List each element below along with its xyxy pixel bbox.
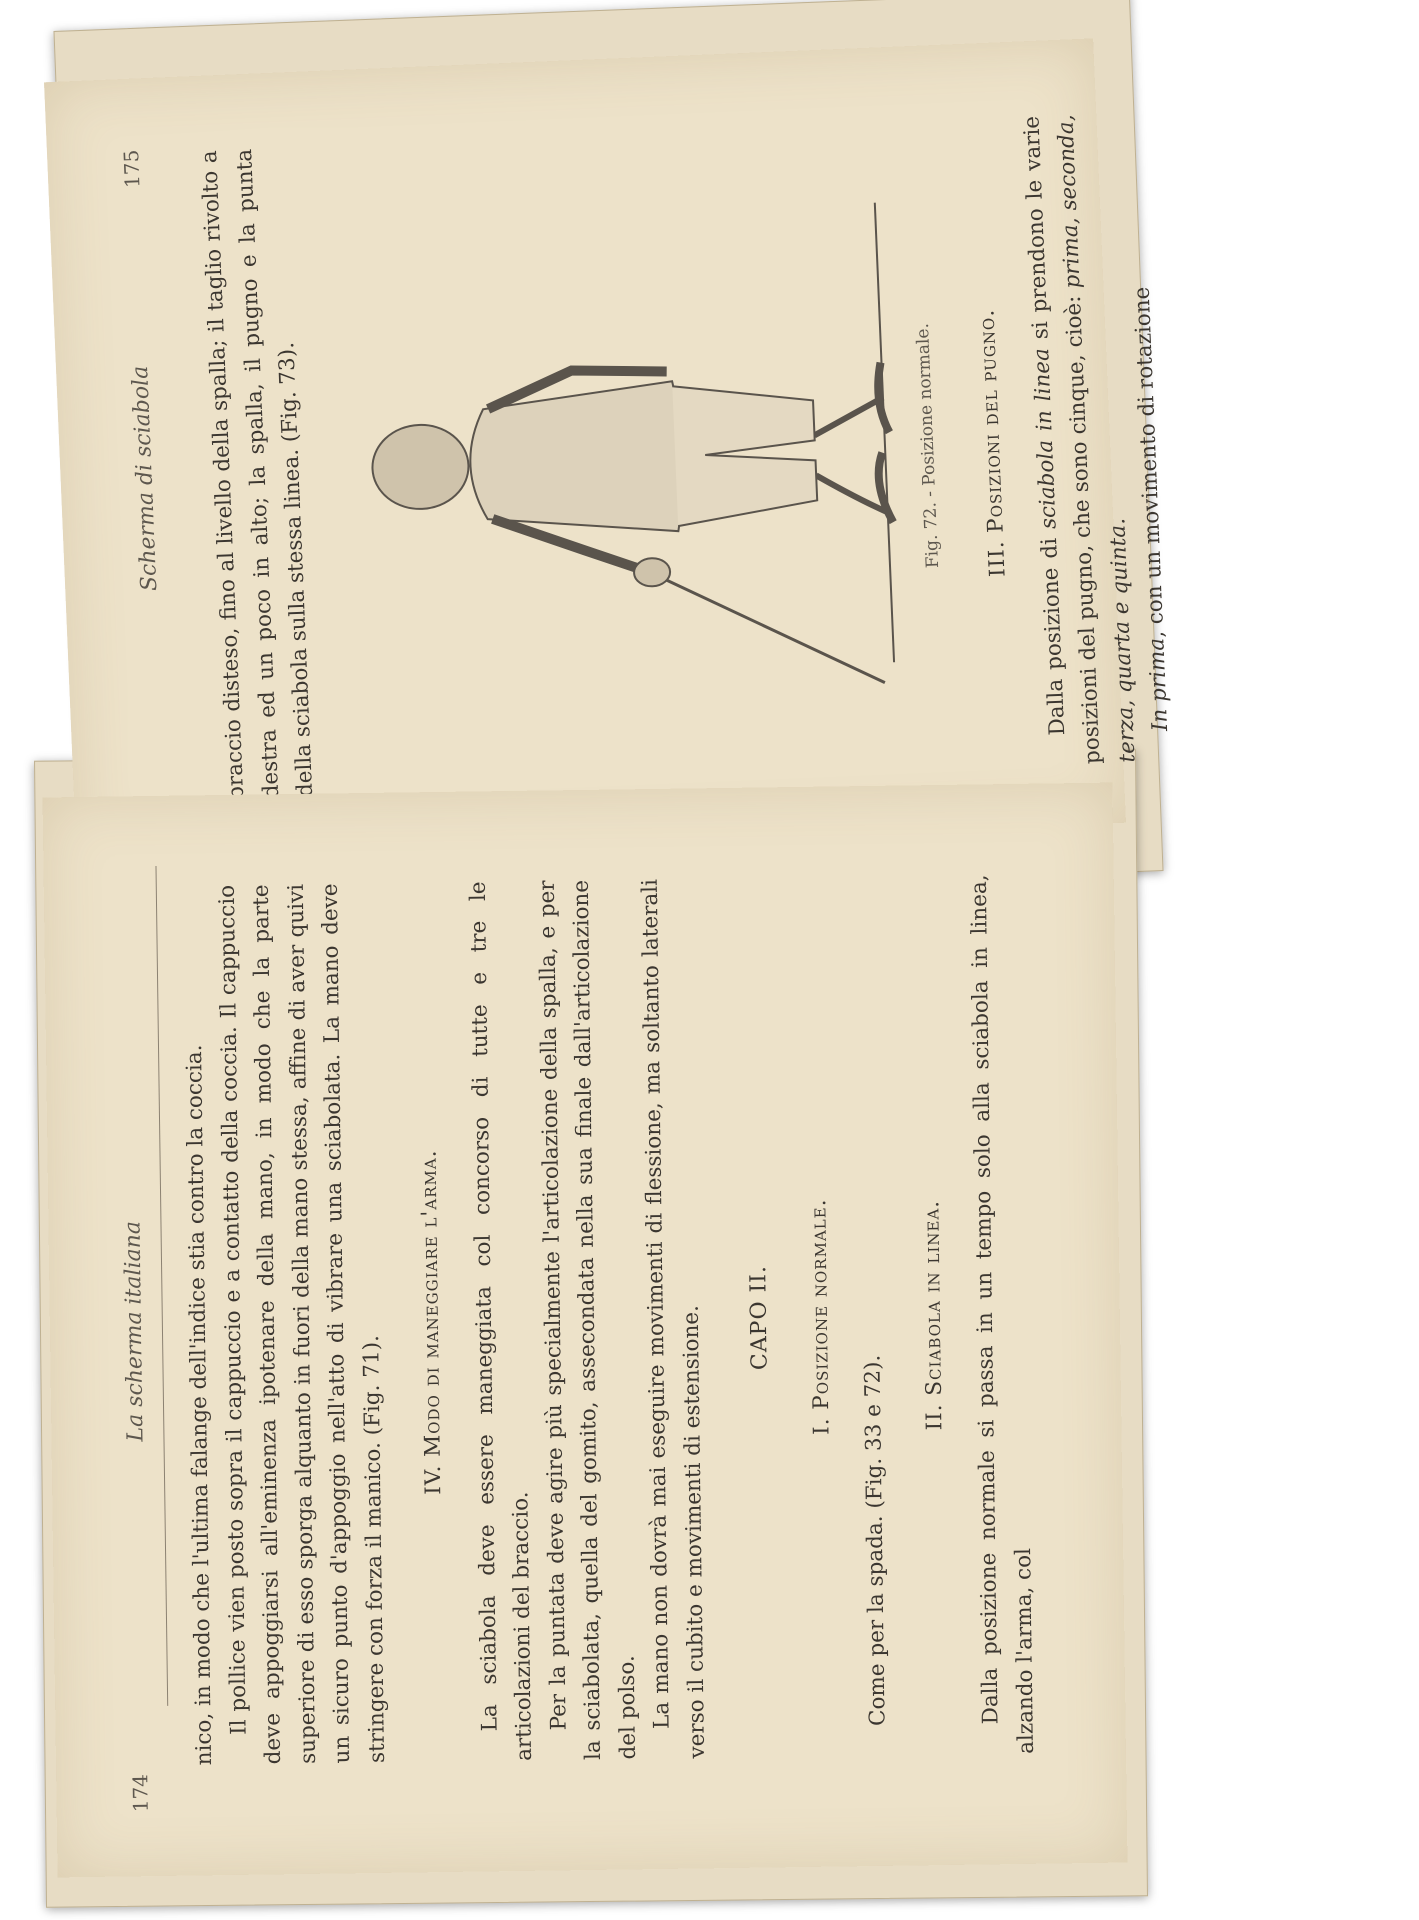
page-number: 174	[128, 1773, 153, 1813]
section-heading: III. Posizioni del pugno.	[974, 308, 1011, 578]
figure-caption: Fig. 72. - Posizione normale.	[912, 322, 944, 569]
section-heading: II. Sciabola in linea.	[918, 1199, 947, 1431]
paragraph: La mano non dovrà mai eseguire movimenti di flessione, ma soltanto laterali verso il cubito e movimenti di estensione.	[637, 878, 710, 1759]
running-head	[117, 143, 185, 814]
paragraph: Il pollice vien posto sopra il cappuccio e a contatto della coccia. Il cappuccio deve appoggiarsi all'eminenza ipotenare della mano, in modo che la parte superiore di esso sporga alquanto in fuori della mano stessa, affine di aver quivi un sicuro punto d'appoggio nell'atto di vibrare una sciabolata. La mano deve stringere con forza il manico. (Fig. 71).	[214, 883, 390, 1765]
page-175-body	[193, 147, 324, 801]
section-heading: I. Posizione normale.	[805, 1198, 834, 1436]
paragraph: nico, in modo che l'ultima falange dell'indice stia contro la coccia.	[181, 1044, 218, 1766]
section-heading: IV. Modo di maneggiare l'arma.	[416, 1149, 447, 1495]
running-head	[113, 836, 167, 1826]
running-head-title: La scherma italiana	[120, 1220, 149, 1442]
paragraph: La sciabola deve essere maneggiata col concorso di tutte e tre le articolazioni del braccio.	[465, 881, 538, 1762]
page-number: 175	[118, 149, 145, 189]
chapter-heading: CAPO II.	[746, 1264, 773, 1371]
paragraph: Come per la spada. (Fig. 33 e 72).	[860, 1354, 891, 1727]
paragraph: Per la puntata deve agire più specialmente l'articolazione della spalla, e per la sciabolata, quella del gomito, assecondata nella sua finale dall'articolazione del polso.	[534, 879, 641, 1761]
section-iii	[936, 111, 1180, 769]
fencer-illustration	[334, 182, 915, 725]
page-174-body	[176, 874, 1044, 1766]
paragraph: Dalla posizione normale si passa in un tempo solo alla sciabola in linea, alzando l'arma, col	[966, 874, 1039, 1755]
page-174	[43, 783, 1128, 1878]
paragraph: Dalla posizione di sciabola in linea si prendono le varie posizioni del pugno, che sono cinque, cioè: prima, seconda, terza, quarta e quinta.	[1018, 114, 1140, 765]
paragraph: braccio disteso, fino al livello della spalla; il taglio rivolto a destra ed un poco in alto; la spalla, il pugno e la punta della sciabola sulla stessa linea. (Fig. 73).	[197, 148, 319, 801]
page-175	[44, 38, 1174, 866]
running-head-title: Scherma di sciabola	[127, 365, 163, 592]
paragraph: In prima, con un movimento di rotazione	[1129, 286, 1174, 732]
